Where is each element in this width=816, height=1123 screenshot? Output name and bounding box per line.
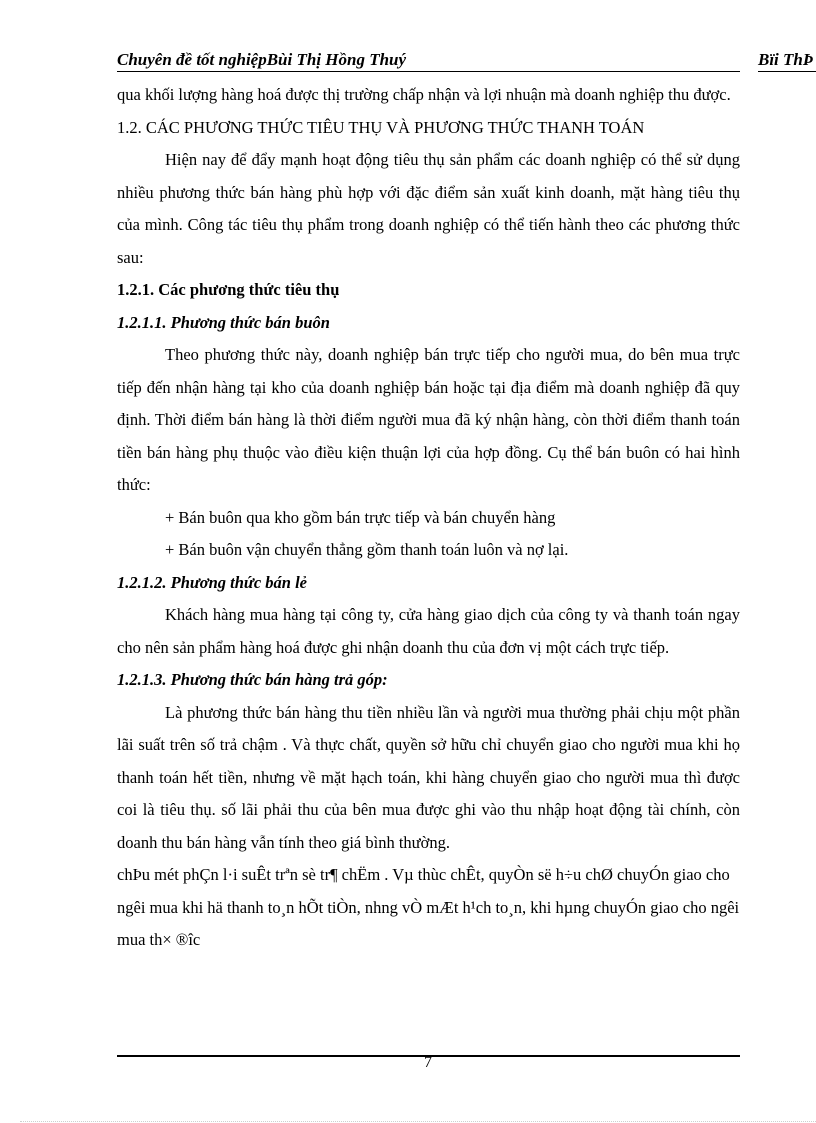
body-paragraph: Hiện nay để đẩy mạnh hoạt động tiêu thụ sản phẩm các doanh nghiệp có thể sử dụng nhiều phương thức bán hàng phù hợp với đặc điểm sản xuất kinh doanh, mặt hàng tiêu thụ của mình. Công tác tiêu thụ phẩm trong doanh nghiệp có thể tiến hành theo các phương thức sau: (117, 150, 740, 267)
body-paragraph: qua khối lượng hàng hoá được thị trường chấp nhận và lợi nhuận mà doanh nghiệp thu được. (117, 85, 731, 104)
header-divider-right (758, 71, 816, 72)
document-body (117, 79, 740, 957)
subsection-heading: 1.2.1. Các phương thức tiêu thụ (117, 280, 340, 299)
body-paragraph: Theo phương thức này, doanh nghiệp bán trực tiếp cho người mua, do bên mua trực tiếp đến nhận hàng tại kho của doanh nghiệp bán hoặc tại địa điểm mà doanh nghiệp đã quy định. Thời điểm bán hàng là thời điểm người mua đã ký nhận hàng, còn thời điểm thanh toán tiền bán hàng phụ thuộc vào điều kiện thuận lợi của hợp đồng. Cụ thể bán buôn có hai hình thức: (117, 345, 740, 494)
page-header-author-cutoff: Bïi ThÞ (758, 50, 814, 69)
section-heading: 1.2. CÁC PHƯƠNG THỨC TIÊU THỤ VÀ PHƯƠNG THỨC THANH TOÁN (117, 117, 645, 137)
page-header-title: Chuyên đề tốt nghiệpBùi Thị Hồng Thuý (117, 50, 407, 69)
list-item: + Bán buôn qua kho gồm bán trực tiếp và bán chuyển hàng (165, 507, 556, 527)
body-paragraph: Khách hàng mua hàng tại công ty, cửa hàng giao dịch của công ty và thanh toán ngay cho nên sản phẩm hàng hoá được ghi nhận doanh thu của đơn vị một cách trực tiếp. (117, 605, 740, 657)
garbled-encoding-text: chÞu mét phÇn l·i suÊt trªn sè tr¶ chËm . Vµ thùc chÊt, quyÒn së h÷u chØ chuyÓn giao cho ngêi mua khi hä thanh to¸n hÕt tiÒn, nhng vÒ mÆt h¹ch to¸n, khi hµng chuyÓn giao cho ngêi mua th× ®îc (117, 865, 740, 949)
subsubsection-heading: 1.2.1.2. Phương thức bán lẻ (117, 572, 307, 592)
body-paragraph: Là phương thức bán hàng thu tiền nhiều lần và người mua thường phải chịu một phần lãi suất trên số trả chậm . Và thực chất, quyền sở hữu chỉ chuyển giao cho người mua khi họ thanh toán hết tiền, nhưng về mặt hạch toán, khi hàng chuyển giao cho người mua thì được coi là tiêu thụ. số lãi phải thu của bên mua được ghi vào thu nhập hoạt động tài chính, còn doanh thu bán hàng vẫn tính theo giá bình thường. (117, 702, 740, 852)
subsubsection-heading: 1.2.1.1. Phương thức bán buôn (117, 312, 330, 332)
page-number: 7 (424, 1054, 432, 1071)
list-item: + Bán buôn vận chuyển thẳng gồm thanh toán luôn và nợ lại. (165, 540, 569, 559)
header-divider (117, 71, 740, 72)
page-edge (20, 1121, 816, 1122)
subsubsection-heading: 1.2.1.3. Phương thức bán hàng trả góp: (117, 670, 388, 689)
